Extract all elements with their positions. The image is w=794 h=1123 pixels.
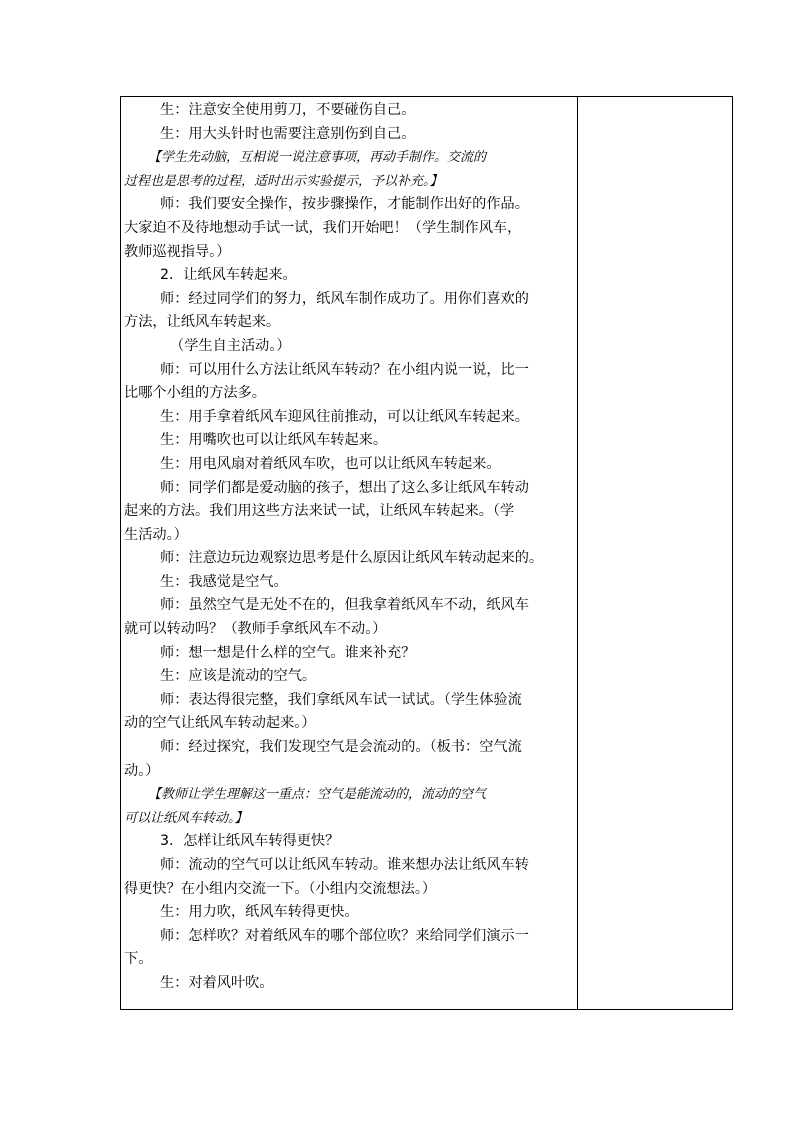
text-line: 师：同学们都是爱动脑的孩子，想出了这么多让纸风车转动	[160, 479, 529, 496]
text-line: 动的空气让纸风车转动起来。）	[124, 715, 316, 732]
text-line: 师：怎样吹？对着纸风车的哪个部位吹？来给同学们演示一	[160, 927, 529, 944]
teacher-note-line: 【学生先动脑，互相说一说注意事项，再动手制作。交流的	[148, 150, 487, 166]
text-line: 师：流动的空气可以让纸风车转动。谁来想办法让纸风车转	[160, 857, 529, 873]
notes-cell	[578, 97, 732, 1009]
text-line: 生：用电风扇对着纸风车吹，也可以让纸风车转起来。	[160, 455, 501, 472]
text-line: 方法，让纸风车转起来。	[124, 314, 281, 331]
text-line: 师：我们要安全操作，按步骤操作，才能制作出好的作品。	[160, 196, 529, 213]
text-line: 师：经过探究，我们发现空气是会流动的。（板书：空气流	[160, 739, 522, 756]
text-line: 师：经过同学们的努力，纸风车制作成功了。用你们喜欢的	[160, 290, 529, 307]
text-line: 大家迫不及待地想动手试一试，我们开始吧！（学生制作风车，	[124, 219, 522, 236]
text-line: （学生自主活动。）	[170, 337, 291, 354]
text-line: 生：用嘴吹也可以让纸风车转起来。	[160, 432, 388, 449]
text-line: 生活动。）	[124, 526, 188, 543]
text-line: 生：注意安全使用剪刀，不要碰伤自己。	[160, 102, 416, 118]
text-line: 生：用手拿着纸风车迎风往前推动，可以让纸风车转起来。	[160, 408, 529, 425]
text-line: 3．怎样让纸风车转得更快？	[160, 833, 340, 850]
text-line: 就可以转动吗？（教师手拿纸风车不动。）	[124, 621, 387, 638]
text-line: 生：对着风叶吹。	[160, 974, 274, 991]
text-line: 动。）	[124, 762, 160, 779]
text-line: 比哪个小组的方法多。	[124, 385, 266, 402]
text-line: 师：注意边玩边观察边思考是什么原因让纸风车转动起来的。	[160, 550, 544, 567]
text-line: 生：我感觉是空气。	[160, 573, 288, 590]
lesson-table	[120, 96, 733, 1010]
text-line: 起来的方法。我们用这些方法来试一试，让纸风车转起来。（学	[124, 503, 515, 520]
text-line: 生：用大头针时也需要注意别伤到自己。	[160, 125, 416, 142]
text-line: 下。	[124, 951, 153, 968]
teacher-note-line: 可以让纸风车转动。】	[124, 810, 248, 826]
lesson-content-cell	[121, 97, 577, 1009]
text-line: 教师巡视指导。）	[124, 243, 231, 260]
text-line: 师：想一想是什么样的空气。谁来补充？	[160, 644, 416, 661]
text-line: 生：应该是流动的空气。	[160, 668, 317, 685]
text-line: 师：表达得很完整，我们拿纸风车试一试试。（学生体验流	[160, 691, 522, 708]
text-line: 师：可以用什么方法让纸风车转动？在小组内说一说，比一	[160, 361, 529, 378]
text-line: 2．让纸风车转起来。	[160, 267, 297, 284]
text-line: 生：用力吹，纸风车转得更快。	[160, 904, 359, 921]
teacher-note-line: 过程也是思考的过程，适时出示实验提示，予以补充。】	[124, 173, 443, 189]
text-line: 得更快？在小组内交流一下。（小组内交流想法。）	[124, 880, 437, 897]
text-line: 师：虽然空气是无处不在的，但我拿着纸风车不动，纸风车	[160, 597, 529, 614]
teacher-note-line: 【教师让学生理解这一重点：空气是能流动的，流动的空气	[148, 787, 487, 803]
